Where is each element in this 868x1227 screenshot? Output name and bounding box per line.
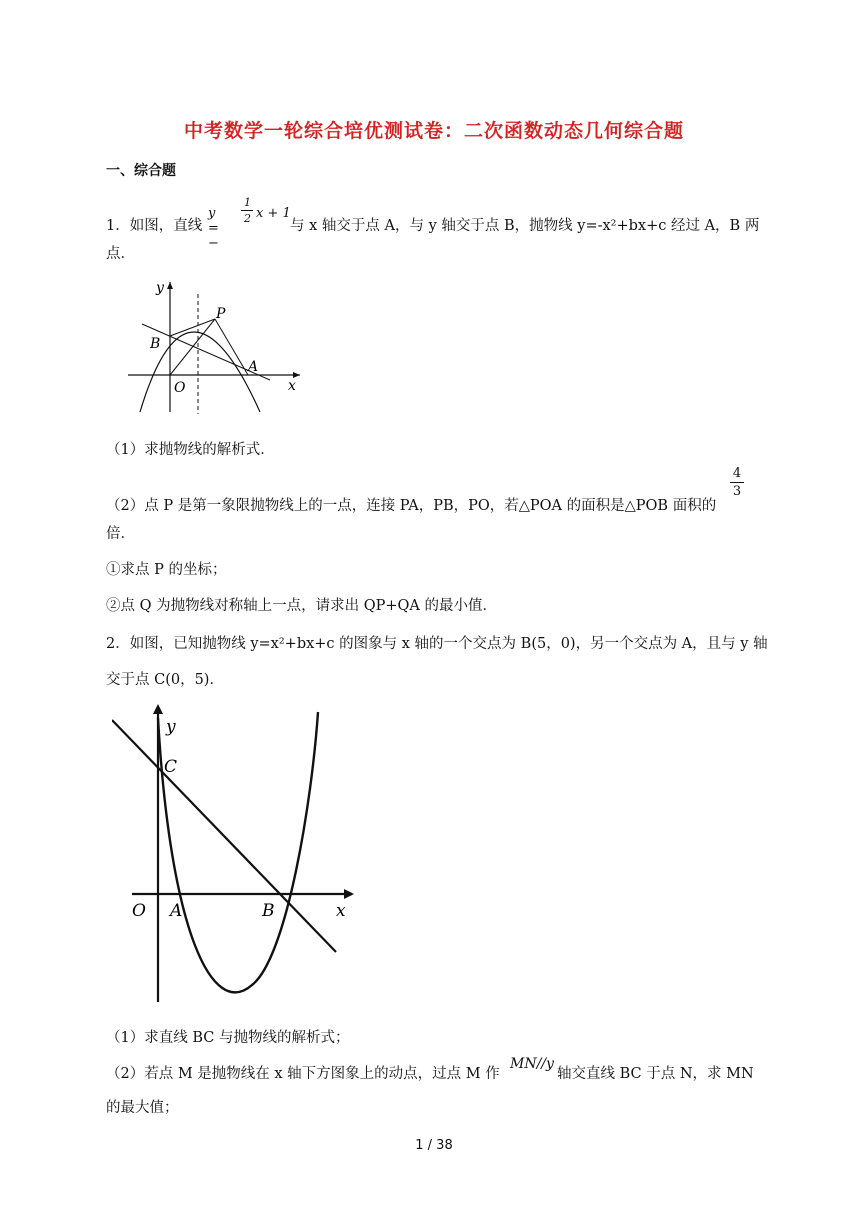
q2-fig-label-c: C [164,757,178,777]
q2-fig-label-a: A [170,901,183,921]
q2-part1: （1）求直线 BC 与抛物线的解析式； [106,1030,350,1046]
page-number: 1 / 38 [415,1138,453,1153]
q1-text-cont: 与 x 轴交于点 A，与 y 轴交于点 B，抛物线 y=-x²+bx+c 经过 A，B 两 [290,218,760,234]
q1-fig-label-a: A [248,359,259,375]
frac-numerator: 4 [732,466,742,481]
q2-part2-c: 的最大值； [106,1100,179,1116]
q1-fraction [730,466,744,499]
q1-fig-label-y: y [156,280,164,296]
q2-fig-label-y: y [166,717,176,737]
q2-line1: 2．如图，已知抛物线 y=x²+bx+c 的图象与 x 轴的一个交点为 B(5，0)，另一个交点为 A，且与 y 轴 [106,636,768,652]
q2-formula: MN//y [510,1056,554,1072]
q2-part2-b: 轴交直线 BC 于点 N，求 MN [557,1066,754,1082]
q1-fig-label-x: x [288,378,296,394]
q2-figure [112,700,372,1010]
q1-lead: 1．如图，直线 [106,218,203,234]
q1-fig-label-o: O [174,380,186,396]
frac-denominator: 3 [732,484,742,499]
page-title: 中考数学一轮综合培优测试卷：二次函数动态几何综合题 [183,120,684,142]
section-heading: 一、综合题 [106,163,176,179]
q1-part2-a: （2）点 P 是第一象限抛物线上的一点，连接 PA，PB，PO，若△POA 的面积是△POB 面积的 [106,498,717,514]
q2-fig-label-b: B [262,901,275,921]
q1-fig-label-b: B [150,336,161,352]
q1-sub2: ②点 Q 为抛物线对称轴上一点，请求出 QP+QA 的最小值． [106,598,497,614]
q1-fig-label-p: P [216,306,226,322]
q1-part1: （1）求抛物线的解析式． [106,442,275,458]
q1-text-end: 点． [106,246,135,262]
q2-part2-a: （2）若点 M 是抛物线在 x 轴下方图象上的动点，过点 M 作 [106,1066,500,1082]
q1-part2-b: 倍． [106,526,135,542]
q2-line2: 交于点 C(0，5)． [106,672,224,688]
q1-sub1: ①求点 P 的坐标； [106,562,227,578]
q2-fig-label-x: x [336,901,346,921]
q2-fig-label-o: O [132,901,146,921]
q1-figure [120,272,320,422]
